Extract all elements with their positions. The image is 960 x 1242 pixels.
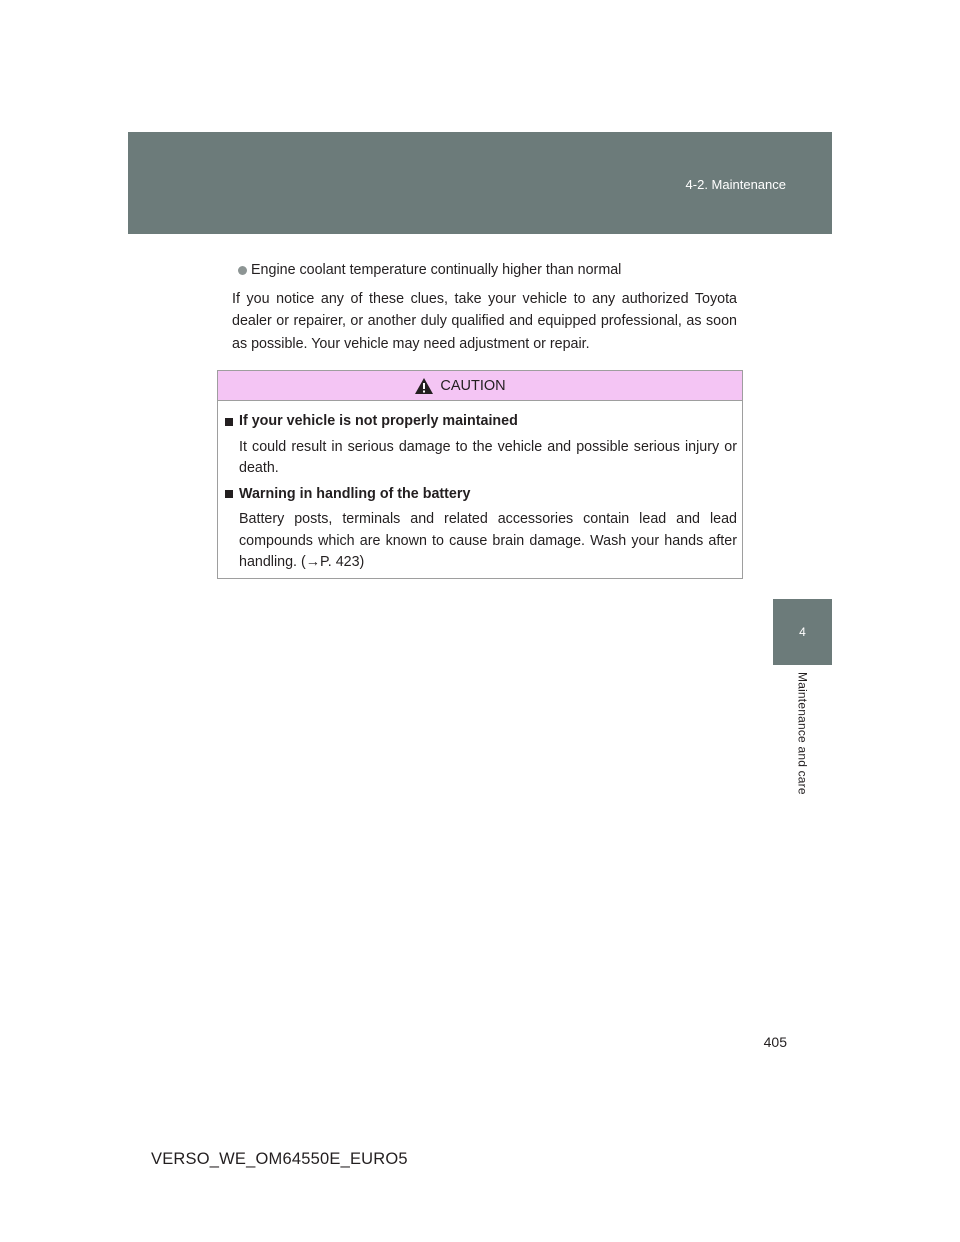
caution-item-heading (225, 411, 737, 433)
square-bullet-icon (225, 418, 233, 426)
bullet-dot-icon (238, 266, 247, 275)
chapter-label: Maintenance and care (795, 672, 810, 795)
caution-item-text: It could result in serious damage to the vehicle and possible serious injury or death. (239, 438, 737, 476)
bullet-item (238, 259, 737, 282)
caution-heading-text: Warning in handling of the battery (239, 485, 471, 502)
caution-header (218, 371, 742, 401)
caution-item (225, 484, 737, 574)
caution-title: CAUTION (440, 377, 506, 394)
caution-item (225, 411, 737, 480)
main-content (232, 259, 737, 355)
chapter-tab (773, 599, 832, 665)
caution-item-heading (225, 484, 737, 506)
warning-triangle-icon (414, 377, 434, 395)
document-code: VERSO_WE_OM64550E_EURO5 (151, 1150, 408, 1168)
header-band (128, 132, 832, 234)
caution-item-text: Battery posts, terminals and related accessories contain lead and lead compounds which are known to cause brain damage. Wash your hands after handling. (→P. 423) (239, 511, 737, 570)
square-bullet-icon (225, 490, 233, 498)
caution-heading-text: If your vehicle is not properly maintained (239, 413, 518, 429)
chapter-number: 4 (799, 625, 806, 639)
caution-body (218, 401, 742, 574)
page-number: 405 (763, 1034, 787, 1050)
section-title: 4-2. Maintenance (685, 177, 786, 192)
bullet-text: Engine coolant temperature continually higher than normal (251, 262, 622, 278)
caution-box (217, 370, 743, 579)
body-paragraph: If you notice any of these clues, take your vehicle to any authorized Toyota dealer or repairer, or another duly qualified and equipped professional, as soon as possible. Your vehicle may need adjustment or repair. (232, 290, 737, 352)
chapter-label-container (773, 672, 832, 820)
